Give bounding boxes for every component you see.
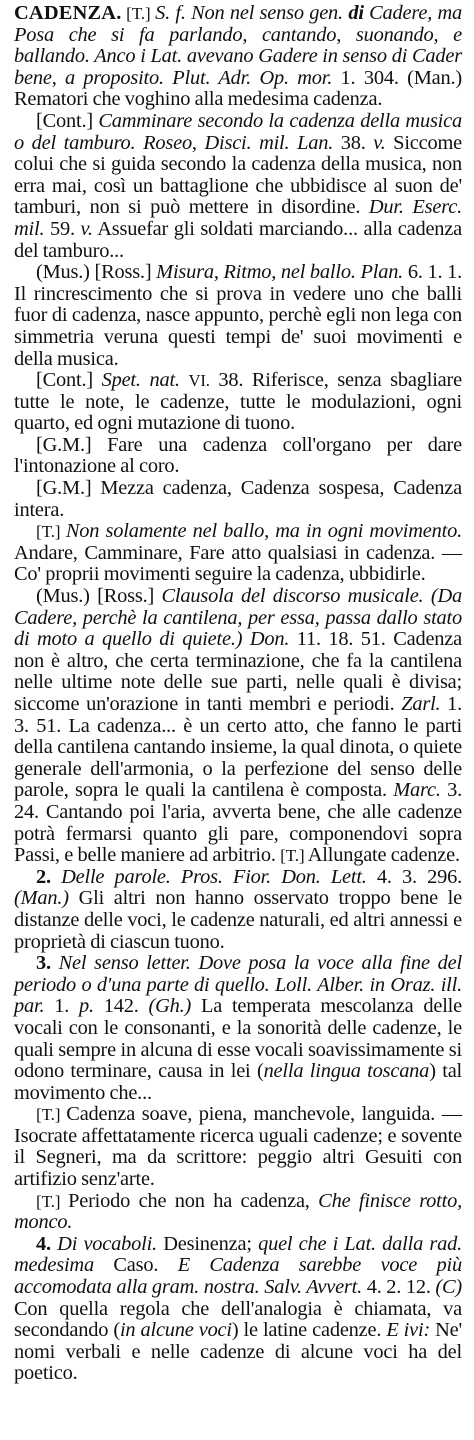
entry-paragraph bbox=[14, 111, 462, 262]
entry-paragraph bbox=[14, 521, 462, 586]
text-run: [G.M.] Fare una cadenza coll'organo per dare l'intonazione al coro. bbox=[14, 433, 462, 478]
text-run: Periodo che non ha cadenza, bbox=[68, 1189, 319, 1212]
source-tag: [T.] bbox=[280, 846, 305, 866]
entry-paragraph bbox=[14, 1104, 462, 1190]
source-tag: [T.] bbox=[36, 1105, 67, 1125]
entry-paragraph bbox=[14, 867, 462, 953]
italic-run: E Cadenza sarebbe voce più accomodata alla gram. nostra. Salv. Avvert. bbox=[14, 1254, 462, 1299]
text-run: 38. bbox=[333, 131, 374, 154]
text-run: Allungate cadenze. bbox=[304, 844, 460, 867]
headword: CADENZA. bbox=[14, 2, 122, 24]
sense-number: 3. bbox=[36, 952, 59, 975]
source-tag: [T.] bbox=[36, 522, 66, 542]
entry-paragraph bbox=[14, 3, 462, 111]
italic-run: Cadere, ma Posa che si fa parlando, cantando, suonando, e ballando. Anco i Lat. avevano Gadere in senso di Cader bene, a proposito. Plut. Adr. Op. mor. bbox=[14, 2, 463, 89]
sense-number: 2. bbox=[36, 865, 62, 888]
text-run: Cadenza soave, piena, manchevole, languida. — Isocrate affettatamente ricerca uguali cadenze; e sovente il Segneri, ma da scrittore: peggio altri Gesuiti con artifizio senz'arte. bbox=[14, 1103, 462, 1191]
italic-run: Di vocaboli. bbox=[57, 1232, 157, 1255]
italic-run: (Man.) bbox=[14, 887, 69, 910]
text-run: Desinenza; bbox=[156, 1232, 259, 1255]
text-run: 4. 2. 12. bbox=[362, 1276, 436, 1299]
text-run: 6. 1. 1. Il rincrescimento che si prova in vedere uno che balli fuor di cadenza, nasce appunto, perchè egli non lega con simmetria veruna questi tempi de' suoi movimenti e della musica. bbox=[14, 261, 462, 370]
italic-run: Spet. nat. bbox=[101, 369, 180, 392]
sense-number: 4. bbox=[36, 1232, 58, 1255]
text-run: 59. bbox=[44, 217, 81, 240]
text-run: Caso. bbox=[93, 1254, 178, 1277]
entry-paragraph bbox=[14, 586, 462, 867]
italic-run: Zarl. bbox=[401, 693, 441, 715]
entry-paragraph bbox=[14, 370, 462, 435]
text-run: 142. bbox=[93, 995, 149, 1018]
source-tag: [T.] bbox=[121, 4, 156, 23]
italic-run: in alcune voci bbox=[119, 1319, 232, 1342]
text-run: 1. 3. 51. La cadenza... è un certo atto, che fanno le parti della cantilena cantando insieme, la qual dinota, o quiete generale dell'armonia, o la perfezione del senso delle parole, sopra le quali la cantilena è composta. bbox=[14, 693, 463, 802]
italic-run: Misura, Ritmo, nel ballo. Plan. bbox=[156, 261, 404, 284]
italic-run: p. bbox=[79, 995, 94, 1018]
text-run: ) le latine cadenze. bbox=[231, 1319, 387, 1342]
text-run: 1. bbox=[44, 995, 79, 1018]
text-run: Gli altri non hanno osservato troppo bene le distanze delle voci, le cadenze naturali, ed altri annessi e proprietà di ciascun tuono. bbox=[14, 887, 462, 953]
text-run: [G.M.] Mezza cadenza, Cadenza sospesa, Cadenza intera. bbox=[14, 477, 462, 521]
text-run: 3. 24. Cantando poi l'aria, avverta bene, che alle cadenze potrà fermarsi quanto gli pare, componendovi sopra Passi, e belle maniere ad arbitrio. bbox=[14, 779, 462, 867]
italic-run: Che finisce rotto, monco. bbox=[14, 1189, 462, 1234]
italic-run: (Gh.) bbox=[148, 995, 192, 1018]
text-run: Con quella regola che dell'analogia è chiamata, va secondando ( bbox=[14, 1297, 462, 1342]
text-run: (Mus.) [Ross.] bbox=[36, 261, 157, 284]
text-run: Siccome colui che si guida secondo la cadenza della musica, non erra mai, così un battaglione che ubbidisce al suon de' tamburi, non si può mettere in disordine. bbox=[14, 131, 462, 219]
text-run: 11. 18. 51. Cadenza non è altro, che certa terminazione, che fa la cantilena nelle ultime note delle sue parti, nelle quali è divisa; siccome un'orazione in tanti membri e periodi. bbox=[14, 628, 462, 715]
text-run: 38. Riferisce, senza sbagliare tutte le note, le cadenze, tutte le modulazioni, ogni quarto, ed ogni mutazione di tuono. bbox=[14, 369, 462, 435]
entry-paragraph bbox=[14, 435, 462, 478]
bold-italic-run: di bbox=[342, 2, 370, 24]
italic-run: Non solamente nel ballo, ma in ogni movimento. bbox=[65, 520, 462, 543]
text-run: ) tal movimento che... bbox=[14, 1060, 463, 1104]
roman-numeral: VI. bbox=[188, 371, 210, 391]
text-run: 1. 304. (Man.) Rematori che voghino alla medesima cadenza. bbox=[14, 66, 462, 111]
dictionary-entry-cadenza bbox=[14, 3, 462, 1385]
entry-paragraph bbox=[14, 953, 462, 1104]
italic-run: S. f. Non nel senso gen. bbox=[155, 2, 343, 24]
text-run: [Cont.] bbox=[36, 369, 102, 392]
entry-paragraph bbox=[14, 1234, 462, 1385]
text-run: 4. 3. 296. bbox=[366, 865, 462, 888]
italic-run: quel che i Lat. dalla rad. medesima bbox=[14, 1232, 462, 1277]
source-tag: [T.] bbox=[36, 1191, 69, 1211]
entry-paragraph bbox=[14, 262, 462, 370]
text-run: Andare, Camminare, Fare atto qualsiasi in cadenza. — Co' proprii movimenti seguire la cadenza, ubbidirle. bbox=[14, 541, 462, 586]
text-run: [Cont.] bbox=[36, 109, 99, 132]
entry-paragraph bbox=[14, 478, 462, 521]
italic-run: Clausola del discorso musicale. (Da Cadere, perchè la cantilena, per essa, passa dallo stato di moto a quello di quiete.) Don. bbox=[14, 585, 462, 651]
text-run: La temperata mescolanza delle vocali con le consonanti, e la sonorità delle cadenze, le quali sempre in alcuna di esse vocali soavissimamente si odono terminare, causa in lei ( bbox=[14, 995, 462, 1083]
italic-run: (C) bbox=[435, 1276, 462, 1299]
italic-run: Marc. bbox=[393, 779, 441, 802]
italic-run: Delle parole. Pros. Fior. Don. Lett. bbox=[61, 865, 367, 888]
italic-run: E ivi: bbox=[386, 1319, 431, 1342]
italic-run: v. bbox=[80, 217, 93, 240]
text-run: Ne' nomi verbali e nelle cadenze di alcune voci ha del poetico. bbox=[14, 1319, 462, 1385]
text-run: (Mus.) [Ross.] bbox=[36, 585, 162, 608]
italic-run: nella lingua toscana bbox=[263, 1060, 430, 1083]
italic-run: Dur. Eserc. mil. bbox=[14, 196, 462, 240]
italic-run: v. bbox=[373, 131, 386, 154]
italic-run: Camminare secondo la cadenza della musica o del tamburo. Roseo, Disci. mil. Lan. bbox=[14, 109, 462, 154]
text-run: Assuefar gli soldati marciando... alla cadenza del tamburo... bbox=[14, 217, 462, 262]
italic-run: Nel senso letter. Dove posa la voce alla fine del periodo o d'una parte di quello. Loll. Alber. in Oraz. ill. par. bbox=[14, 952, 462, 1018]
entry-paragraph bbox=[14, 1191, 462, 1234]
